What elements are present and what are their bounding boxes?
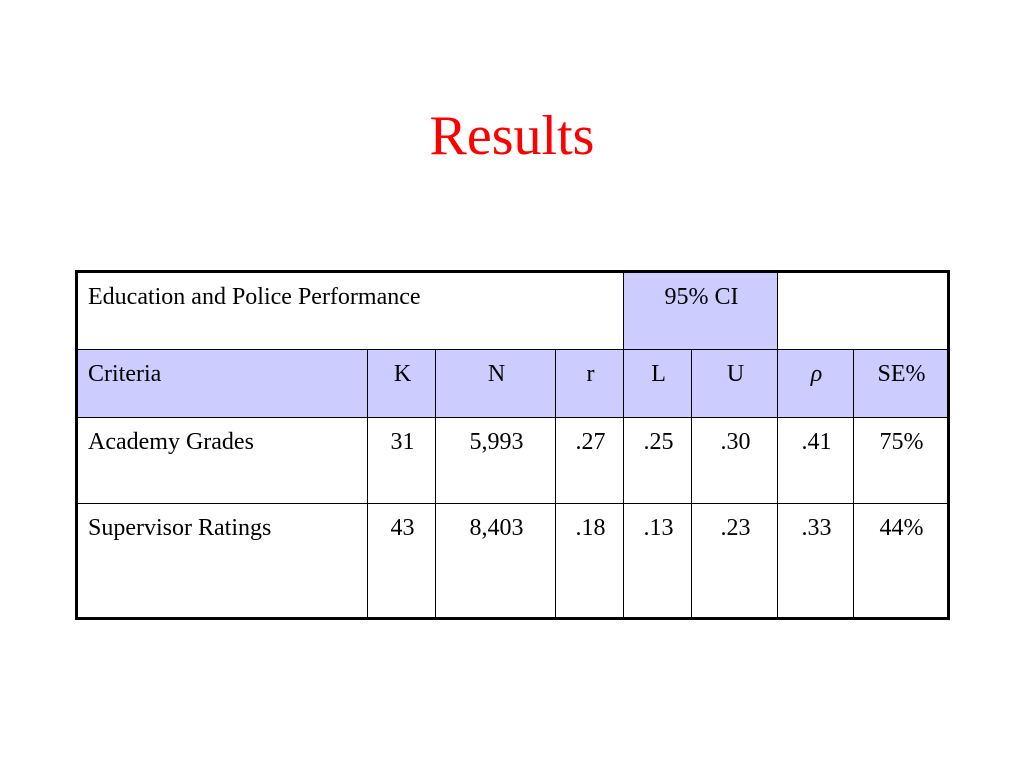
table-caption-cell: Education and Police Performance [77,272,624,350]
cell-rho: .33 [778,504,854,619]
cell-r: .27 [556,418,624,504]
header-rho: ρ [778,350,854,418]
header-r: r [556,350,624,418]
cell-n: 5,993 [436,418,556,504]
cell-se: 44% [854,504,949,619]
cell-rho: .41 [778,418,854,504]
header-n: N [436,350,556,418]
cell-criteria: Academy Grades [77,418,368,504]
ci-header-cell: 95% CI [624,272,778,350]
header-se: SE% [854,350,949,418]
cell-criteria: Supervisor Ratings [77,504,368,619]
cell-k: 31 [368,418,436,504]
table-title-row [77,272,949,350]
cell-u: .23 [692,504,778,619]
empty-header-cell [778,272,949,350]
results-table [75,270,950,620]
column-header-row [77,350,949,418]
cell-se: 75% [854,418,949,504]
cell-l: .13 [624,504,692,619]
cell-u: .30 [692,418,778,504]
cell-k: 43 [368,504,436,619]
table-row [77,504,949,619]
cell-l: .25 [624,418,692,504]
header-k: K [368,350,436,418]
header-criteria: Criteria [77,350,368,418]
slide-title: Results [429,105,595,167]
header-l: L [624,350,692,418]
table-row [77,418,949,504]
header-u: U [692,350,778,418]
cell-n: 8,403 [436,504,556,619]
cell-r: .18 [556,504,624,619]
